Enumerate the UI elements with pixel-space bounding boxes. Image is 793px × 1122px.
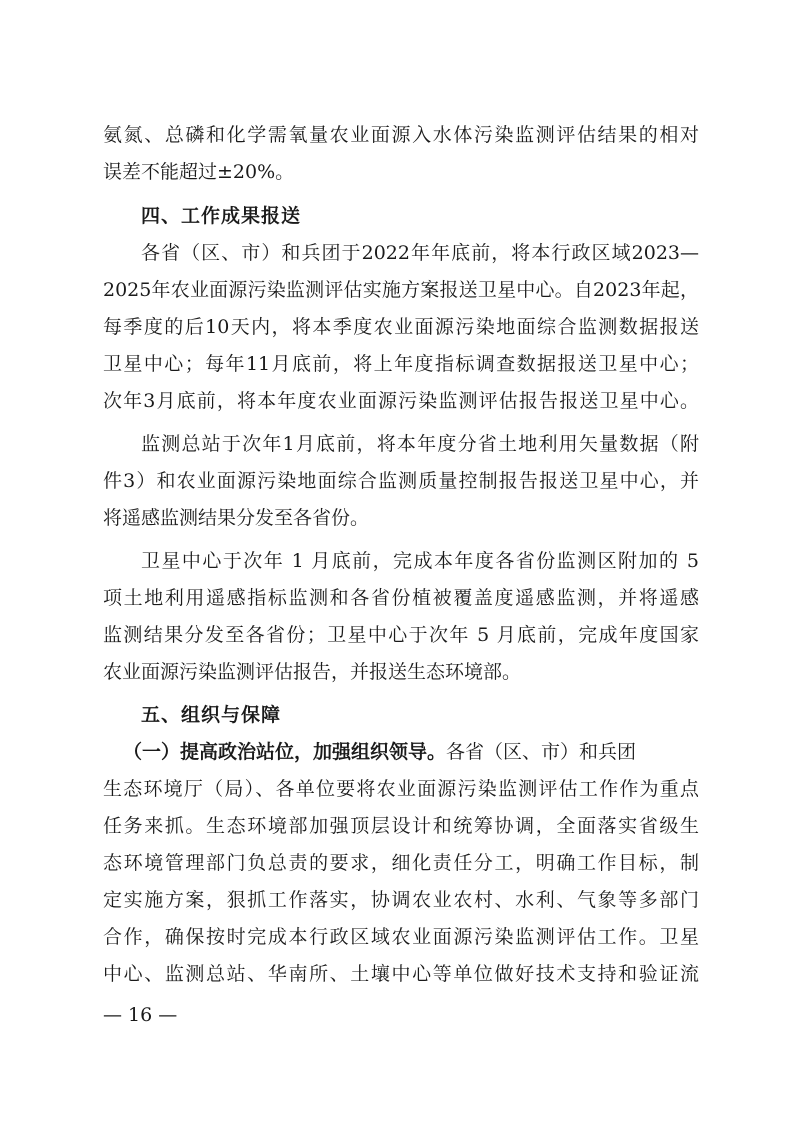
text-line: 合作，确保按时完成本行政区域农业面源污染监测评估工作。卫星	[103, 926, 699, 948]
text-line: 态环境管理部门负总责的要求，细化责任分工，明确工作目标，制	[103, 852, 699, 874]
text-line: 任务来抓。生态环境部加强顶层设计和统筹协调，全面落实省级生	[103, 815, 699, 837]
section-heading-4: 四、工作成果报送	[141, 205, 302, 227]
text-line: 各省（区、市）和兵团于2022年年底前，将本行政区域2023—	[141, 242, 699, 264]
text-line: 每季度的后10天内，将本季度农业面源污染地面综合监测数据报送	[103, 316, 699, 338]
text-line: 件3）和农业面源污染地面综合监测质量控制报告报送卫星中心，并	[103, 470, 699, 492]
text-line: 2025年农业面源污染监测评估实施方案报送卫星中心。自2023年起，	[103, 279, 699, 301]
text-line: 项土地利用遥感指标监测和各省份植被覆盖度遥感监测，并将遥感	[103, 587, 699, 609]
section-heading-5: 五、组织与保障	[141, 704, 282, 726]
text-line: 次年3月底前，将本年度农业面源污染监测评估报告报送卫星中心。	[103, 390, 699, 412]
text-line: 监测结果分发至各省份；卫星中心于次年 5 月底前，完成年度国家	[103, 624, 699, 646]
text-line: 误差不能超过±20%。	[103, 161, 295, 183]
text-line: 定实施方案，狠抓工作落实，协调农业农村、水利、气象等多部门	[103, 889, 699, 911]
text-line: 生态环境厅（局）、各单位要将农业面源污染监测评估工作作为重点	[103, 778, 699, 800]
text-line: 卫星中心于次年 1 月底前，完成本年度各省份监测区附加的 5	[141, 550, 699, 572]
text-line: 将遥感监测结果分发至各省份。	[103, 507, 370, 529]
subsection-heading: （一）提高政治站位，加强组织领导。	[123, 741, 447, 763]
text-line: 监测总站于次年1月底前，将本年度分省土地利用矢量数据（附	[141, 433, 699, 455]
text-fragment: 各省（区、市）和兵团	[446, 741, 637, 763]
text-line: 卫星中心；每年11月底前，将上年度指标调查数据报送卫星中心；	[103, 353, 699, 375]
text-line	[123, 737, 699, 767]
page-number: — 16 —	[103, 1004, 178, 1026]
text-line: 农业面源污染监测评估报告，并报送生态环境部。	[103, 661, 522, 683]
text-line: 氨氮、总磷和化学需氧量农业面源入水体污染监测评估结果的相对	[103, 124, 699, 146]
text-line: 中心、监测总站、华南所、土壤中心等单位做好技术支持和验证流	[103, 963, 699, 985]
